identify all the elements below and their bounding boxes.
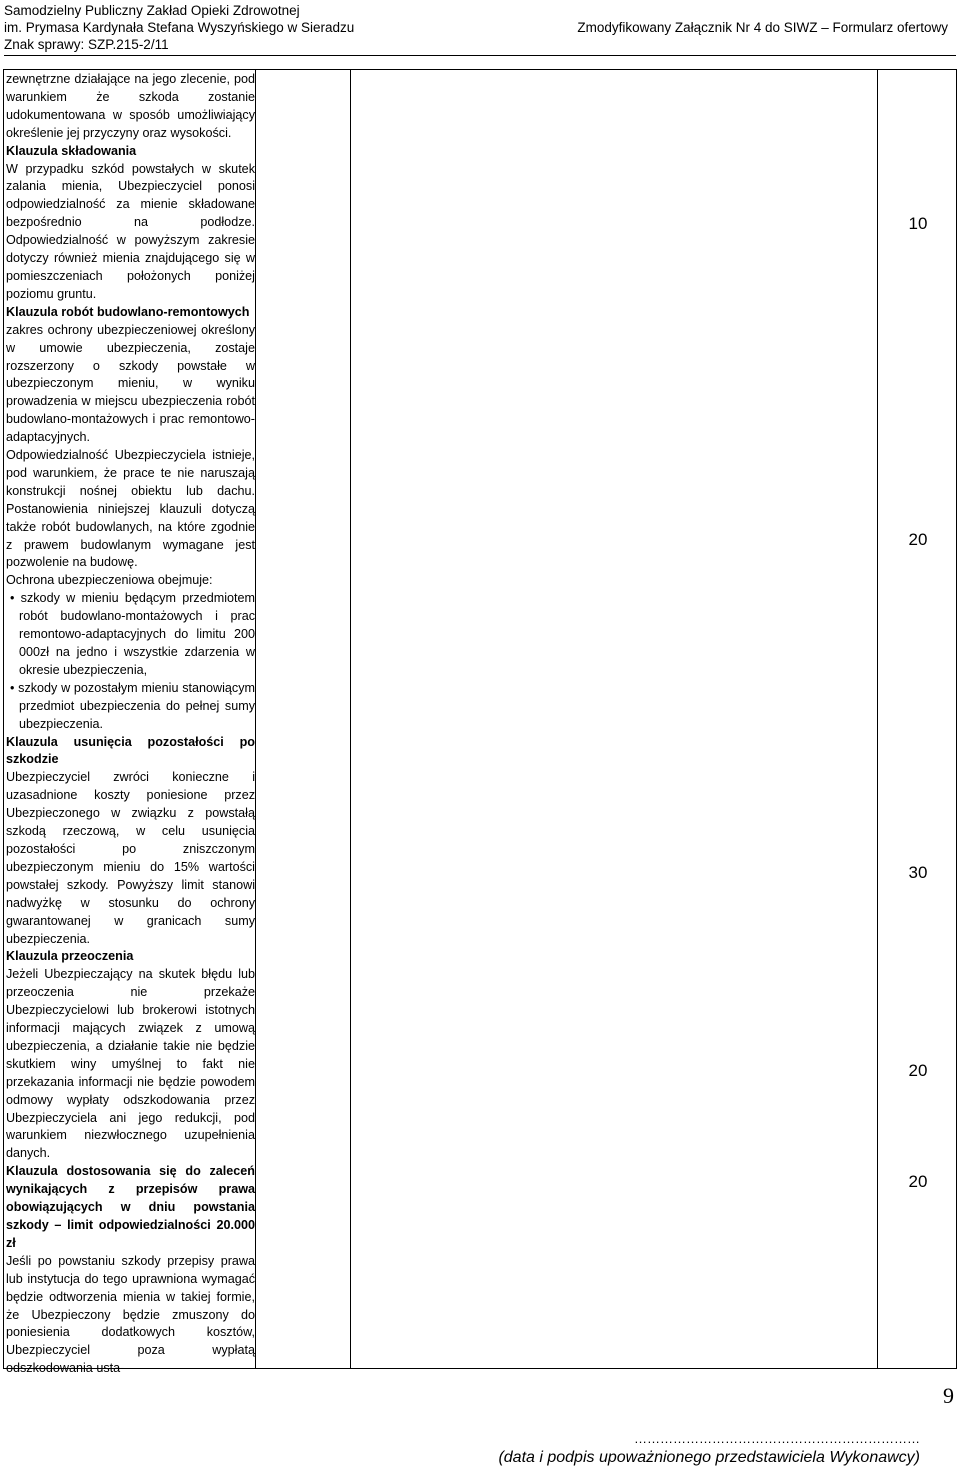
clause-text: Jeśli po powstaniu szkody przepisy prawa lub instytucja do tego uprawniona wymagać będzie odtworzenia mienia w takiej formie, że Ubezpieczony będzie zmuszony do poniesienia dodatkowych kosztów, Ubezpieczyciel poza wypłatą odszkodowania usta- — [6, 1253, 255, 1376]
clause-text: Ubezpieczyciel zwróci konieczne i uzasadnione koszty poniesione przez Ubezpieczonego w związku z powstałą szkodą rzeczową, w celu usunięcia pozostałości po zniszczonym ubezpieczonym mieniu do 15% wartości powstałej szkody. Powyższy limit stanowi nadwyżkę w stosunku do ochrony gwarantowanej w granicach sumy ubezpieczenia. — [6, 770, 255, 946]
clause-text: zakres ochrony ubezpieczeniowej określony w umowie ubezpieczenia, zostaje rozszerzony o szkody powstałe w ubezpieczonym mieniu, w wyniku prowadzenia w miejscu ubezpieczenia robót budowlano-montażowych i prac remontowo-adaptacyjnych. — [6, 322, 255, 445]
clause-text: Jeżeli Ubezpieczający na skutek błędu lub przeoczenia nie przekaże Ubezpieczycielowi lub brokerowi istotnych informacji mających związek z umową ubezpieczenia, a działanie takie nie będzie skutkiem winy umyślnej to fakt nie przekazania informacji nie będzie powodem odmowy wypłaty odszkodowania przez Ubezpieczyciela ani jego redukcji, pod warunkiem niezwłocznego uzupełnienia danych. — [6, 967, 255, 1161]
institution-header — [4, 2, 354, 53]
institution-name: Samodzielny Publiczny Zakład Opieki Zdrowotnej — [4, 3, 300, 18]
column-divider — [350, 70, 351, 1368]
clause-title: Klauzula przeoczenia — [6, 949, 134, 964]
points-value: 20 — [908, 530, 928, 549]
points-value: 20 — [908, 1172, 928, 1191]
clause-text: Ochrona ubezpieczeniowa obejmuje: — [6, 573, 213, 588]
clause-text: Odpowiedzialność Ubezpieczyciela istnieje, pod warunkiem, że prace te nie naruszają konstrukcji nośnej obiektu lub dachu. Postanowienia niniejszej klauzuli dotyczą także robót budowlanych, na które zgodnie z prawem budowlanym wymagane jest pozwolenie na budowę. — [6, 448, 255, 570]
clause-title: Klauzula robót budowlano-remontowych — [6, 304, 250, 319]
clause-bullet: • szkody w mieniu będącym przedmiotem robót budowlano-montażowych i prac remontowo-adaptacyjnych do limitu 200 000zł na jedno i wszystkie zdarzenia w okresie ubezpieczenia, — [10, 591, 255, 677]
clause-bullet: • szkody w pozostałym mieniu stanowiącym przedmiot ubezpieczenia do pełnej sumy ubezpieczenia. — [10, 680, 255, 731]
clause-intro-text: zewnętrzne działające na jego zlecenie, pod warunkiem że szkoda zostanie udokumentowana w sposób umożliwiający określenie jej przyczyny oraz wysokości. — [6, 72, 255, 140]
header-divider — [4, 55, 956, 56]
page-number: 9 — [943, 1383, 954, 1408]
signature-line: ………………………………………………………… — [634, 1431, 920, 1446]
points-value: 10 — [908, 214, 928, 233]
clause-title: Klauzula składowania — [6, 143, 137, 158]
institution-patron: im. Prymasa Kardynała Stefana Wyszyńskiego w Sieradzu — [4, 20, 355, 35]
points-value: 30 — [908, 863, 928, 882]
clauses-table — [3, 69, 957, 1376]
points-value: 20 — [908, 1061, 928, 1080]
column-divider — [255, 70, 256, 1368]
clause-title: Klauzula dostosowania się do zaleceń wynikających z przepisów prawa obowiązujących w dniu powstania szkody – limit odpowiedzialności 20.000 zł — [6, 1164, 255, 1250]
attachment-title: Zmodyfikowany Załącznik Nr 4 do SIWZ – Formularz ofertowy — [577, 20, 948, 35]
clauses-text-column — [6, 71, 255, 1378]
clause-title: Klauzula usunięcia pozostałości po szkodzie — [6, 734, 255, 767]
clause-text: W przypadku szkód powstałych w skutek zalania mienia, Ubezpieczyciel ponosi odpowiedzialność za mienie składowane bezpośrednio na podłodze. Odpowiedzialność w powyższym zakresie dotyczy również mienia znajdującego się w pomieszczeniach położonych poniżej poziomu gruntu. — [6, 161, 255, 301]
signature-caption: (data i podpis upoważnionego przedstawiciela Wykonawcy) — [498, 1449, 920, 1466]
case-number: Znak sprawy: SZP.215-2/11 — [4, 37, 169, 52]
